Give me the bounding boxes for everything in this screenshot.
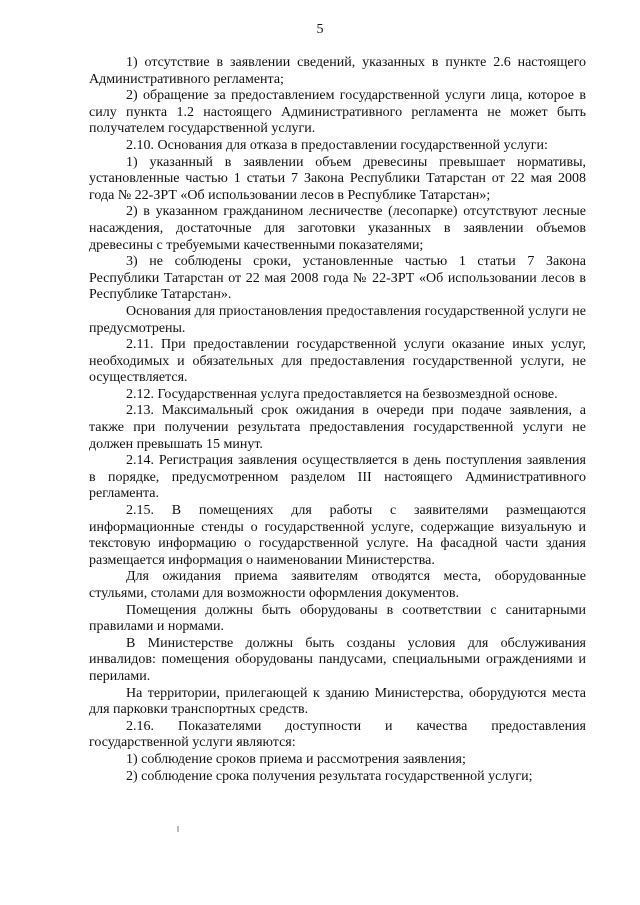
paragraph-item-1-missing-info: 1) отсутствие в заявлении сведений, указанных в пункте 2.6 настоящего Административного регламента;: [89, 55, 586, 87]
paragraph-2-14: 2.14. Регистрация заявления осуществляется в день поступления заявления в порядке, предусмотренном разделом III настоящего Административного регламента.: [89, 453, 586, 502]
paragraph-parking: На территории, прилегающей к зданию Министерства, оборудуются места для парковки транспортных средств.: [89, 685, 586, 718]
paragraph-2-15: 2.15. В помещениях для работы с заявителями размещаются информационные стенды о государственной услуге, содержащие визуальную и текстовую информацию о государственной услуге. На фасадной части здания размещается информация о наименовании Министерства.: [89, 503, 586, 568]
paragraph-item-2-ineligible-applicant: 2) обращение за предоставлением государственной услуги лица, которое в силу пункта 1.2 настоящего Административного регламента не может быть получателем государственной услуги.: [89, 88, 586, 137]
paragraph-indicator-2: 2) соблюдение срока получения результата государственной услуги;: [126, 768, 533, 784]
paragraph-accessibility: В Министерстве должны быть созданы условия для обслуживания инвалидов: помещения оборудованы пандусами, специальными ограждениями и перилами.: [89, 635, 586, 684]
paragraph-2-12: 2.12. Государственная услуга предоставляется на безвозмездной основе.: [126, 386, 558, 402]
paragraph-2-10-heading: 2.10. Основания для отказа в предоставлении государственной услуги:: [126, 137, 548, 153]
paragraph-sanitary: Помещения должны быть оборудованы в соответствии с санитарными правилами и нормами.: [89, 602, 586, 635]
page-body: [89, 55, 586, 785]
paragraph-refusal-2: 2) в указанном гражданином лесничестве (лесопарке) отсутствуют лесные насаждения, достаточные для заготовки указанных в заявлении объемов древесины с требуемыми качественными показателями;: [89, 204, 586, 253]
paragraph-waiting-places: Для ожидания приема заявителям отводятся места, оборудованные стульями, столами для возможности оформления документов.: [89, 569, 586, 601]
paragraph-indicator-1: 1) соблюдение сроков приема и рассмотрения заявления;: [126, 751, 466, 767]
paragraph-2-13: 2.13. Максимальный срок ожидания в очереди при подаче заявления, а также при получении результата предоставления государственной услуги не должен превышать 15 минут.: [89, 403, 586, 452]
paragraph-refusal-1: 1) указанный в заявлении объем древесины превышает нормативы, установленные частью 1 статьи 7 Закона Республики Татарстан от 22 мая 2008 года № 22-ЗРТ «Об использовании лесов в Республике Татарстан»;: [89, 154, 586, 203]
paragraph-suspension: Основания для приостановления предоставления государственной услуги не предусмотрены.: [89, 303, 586, 336]
scan-mark: [177, 826, 179, 832]
page-number: 5: [316, 22, 324, 37]
paragraph-2-11: 2.11. При предоставлении государственной услуги оказание иных услуг, необходимых и обязательных для предоставления государственной услуги, не осуществляется.: [89, 337, 586, 386]
paragraph-2-16: 2.16. Показателями доступности и качества предоставления государственной услуги являются:: [89, 718, 586, 751]
paragraph-refusal-3: 3) не соблюдены сроки, установленные частью 1 статьи 7 Закона Республики Татарстан от 22 мая 2008 года № 22-ЗРТ «Об использовании лесов в Республике Татарстан».: [89, 254, 586, 303]
